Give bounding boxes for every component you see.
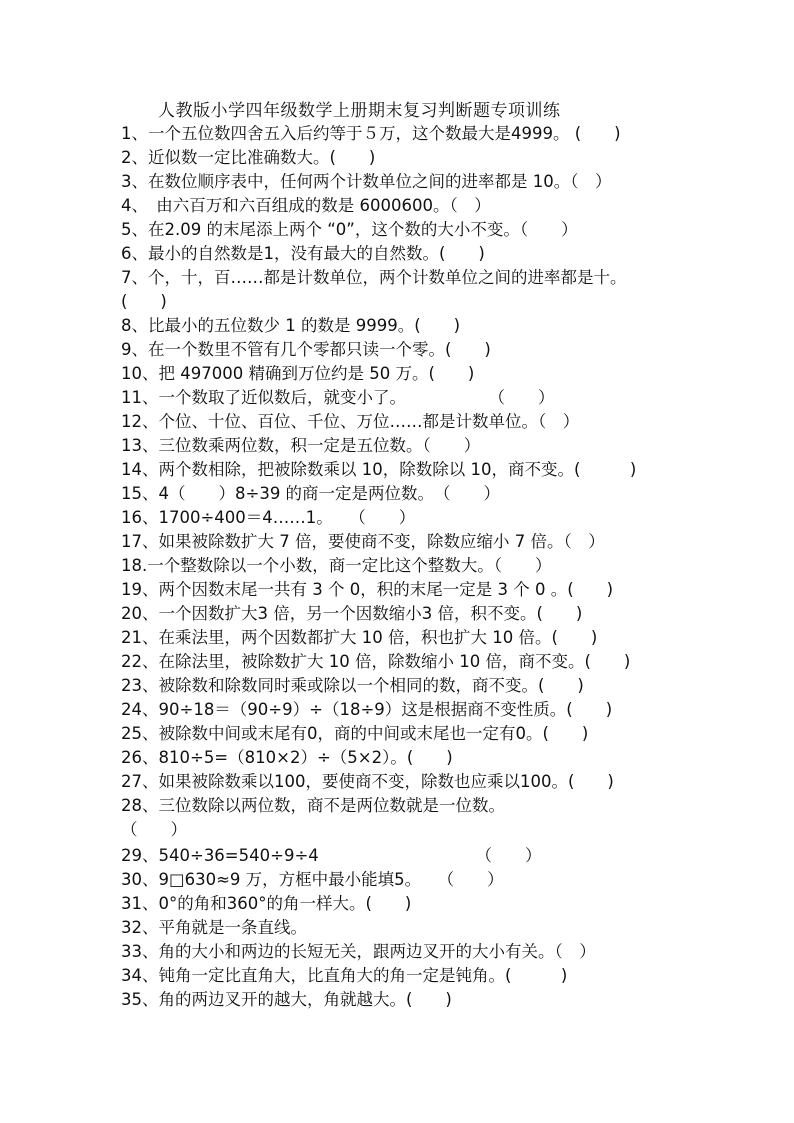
question-line: 10、把 497000 精确到万位约是 50 万。( ) (121, 364, 475, 383)
question-line: ( ) (121, 292, 167, 311)
question-line: 19、两个因数末尾一共有 3 个 0，积的末尾一定是 3 个 0 。( ) (121, 580, 614, 599)
question-line: 17、如果被除数扩大 7 倍，要使商不变，除数应缩小 7 倍。（ ） (121, 532, 605, 551)
question-line: 1、一个五位数四舍五入后约等于５万，这个数最大是4999。 ( ) (121, 124, 621, 143)
question-line: 18.一个整数除以一个小数，商一定比这个整数大。（ ） (121, 556, 552, 575)
question-line: 11、一个数取了近似数后，就变小了。 （ ） (121, 388, 555, 407)
question-line: 4、 由六百万和六百组成的数是 6000600。（ ） (121, 196, 491, 215)
question-line: 33、角的大小和两边的长短无关，跟两边叉开的大小有关。（ ） (121, 942, 596, 961)
question-line: 23、被除数和除数同时乘或除以一个相同的数，商不变。( ) (121, 676, 584, 695)
question-line: 7、个，十，百……都是计数单位，两个计数单位之间的进率都是十。 (121, 268, 627, 287)
question-line: 15、4（ ）8÷39 的商一定是两位数。 （ ） (121, 484, 501, 503)
question-line: 34、钝角一定比直角大，比直角大的角一定是钝角。( ) (121, 966, 568, 985)
question-line: 32、平角就是一条直线。 (121, 918, 307, 937)
question-line: 13、三位数乘两位数，积一定是五位数。（ ） (121, 436, 481, 455)
question-line: 26、810÷5=（810×2）÷（5×2）。( ) (121, 748, 453, 767)
question-line: 27、如果被除数乘以100，要使商不变，除数也应乘以100。( ) (121, 772, 614, 791)
question-line: 9、在一个数里不管有几个零都只读一个零。( ) (121, 340, 491, 359)
question-line: 24、90÷18＝（90÷9）÷（18÷9）这是根据商不变性质。( ) (121, 700, 613, 719)
question-line: 6、最小的自然数是1，没有最大的自然数。( ) (121, 244, 485, 263)
question-line: 20、一个因数扩大3 倍，另一个因数缩小3 倍，积不变。( ) (121, 604, 583, 623)
question-line: （ ） (121, 820, 187, 839)
question-line: 29、540÷36=540÷9÷4 （ ） (121, 846, 542, 865)
page-title: 人教版小学四年级数学上册期末复习判断题专项训练 (158, 101, 561, 121)
question-line: 30、9□630≈9 万，方框中最小能填5。 （ ） (121, 870, 504, 889)
question-line: 21、在乘法里，两个因数都扩大 10 倍，积也扩大 10 倍。( ) (121, 628, 598, 647)
question-line: 2、近似数一定比准确数大。( ) (121, 148, 376, 167)
question-line: 5、在2.09 的末尾添上两个 “0”，这个数的大小不变。（ ） (121, 220, 578, 239)
question-line: 28、三位数除以两位数，商不是两位数就是一位数。 (121, 796, 505, 815)
question-line: 3、在数位顺序表中，任何两个计数单位之间的进率都是 10。（ ） (121, 172, 612, 191)
question-line: 22、在除法里，被除数扩大 10 倍，除数缩小 10 倍，商不变。( ) (121, 652, 631, 671)
question-line: 12、个位、十位、百位、千位、万位……都是计数单位。（ ） (121, 412, 580, 431)
question-line: 25、被除数中间或末尾有0，商的中间或末尾也一定有0。( ) (121, 724, 589, 743)
question-line: 35、角的两边叉开的越大，角就越大。( ) (121, 990, 452, 1009)
question-line: 8、比最小的五位数少 1 的数是 9999。( ) (121, 316, 461, 335)
question-line: 31、0°的角和360°的角一样大。( ) (121, 894, 412, 913)
question-line: 16、1700÷400＝4……1。 （ ） (121, 508, 416, 527)
question-line: 14、两个数相除，把被除数乘以 10，除数除以 10，商不变。( ) (121, 460, 637, 479)
